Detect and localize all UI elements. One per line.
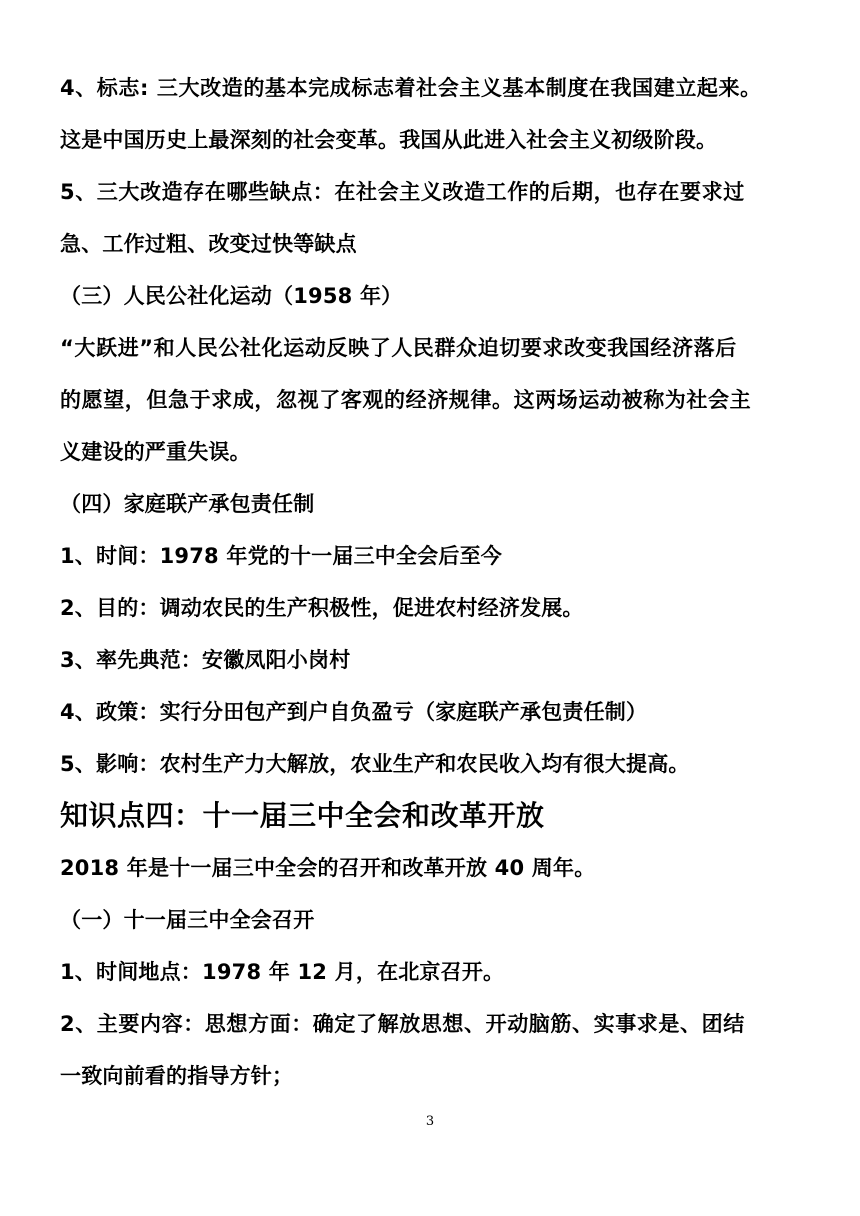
document-body [60,62,802,1102]
text-line: 1、时间地点：1978 年 12 月，在北京召开。 [60,960,505,984]
text-line: 4、标志: 三大改造的基本完成标志着社会主义基本制度在我国建立起来。 [60,76,762,100]
text-line: 4、政策：实行分田包产到户自负盈亏（家庭联产承包责任制） [60,700,648,724]
text-line: 义建设的严重失误。 [60,440,251,464]
text-line: 2、目的：调动农民的生产积极性，促进农村经济发展。 [60,596,584,620]
section-subheading: （三）人民公社化运动（1958 年） [60,284,403,308]
text-line: 5、影响：农村生产力大解放，农业生产和农民收入均有很大提高。 [60,752,690,776]
text-line: 急、工作过粗、改变过快等缺点 [60,232,357,256]
page-number: 3 [425,1114,435,1129]
text-line: 2018 年是十一届三中全会的召开和改革开放 40 周年。 [60,856,596,880]
text-line: 这是中国历史上最深刻的社会变革。我国从此进入社会主义初级阶段。 [60,128,718,152]
knowledge-point-heading: 知识点四：十一届三中全会和改革开放 [60,799,545,832]
text-line: “大跃进”和人民公社化运动反映了人民群众迫切要求改变我国经济落后 [60,336,737,360]
text-line: 的愿望，但急于求成，忽视了客观的经济规律。这两场运动被称为社会主 [60,388,752,412]
section-subheading: （一）十一届三中全会召开 [60,908,315,932]
section-subheading: （四）家庭联产承包责任制 [60,492,315,516]
text-line: 3、率先典范：安徽凤阳小岗村 [60,648,351,672]
text-line: 一致向前看的指导方针； [60,1064,294,1088]
text-line: 1、时间：1978 年党的十一届三中全会后至今 [60,544,502,568]
text-line: 5、三大改造存在哪些缺点：在社会主义改造工作的后期，也存在要求过 [60,180,745,204]
text-line: 2、主要内容：思想方面：确定了解放思想、开动脑筋、实事求是、团结 [60,1012,745,1036]
